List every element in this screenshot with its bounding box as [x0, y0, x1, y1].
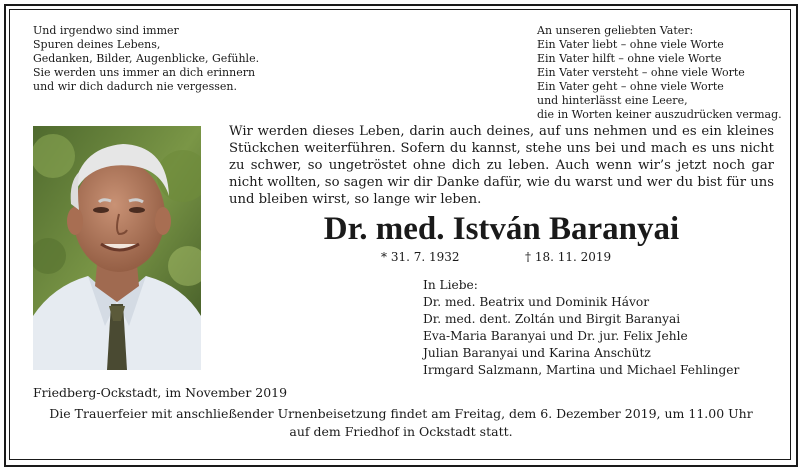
poem-line: Und irgendwo sind immer [33, 24, 179, 37]
mourner-entry: Dr. med. dent. Zoltán und Birgit Baranyai [423, 312, 681, 326]
poem-line: Spuren deines Lebens, [33, 38, 161, 51]
passage-line: Stückchen weiterführen. Sofern du kannst, stehe uns bei und mach es uns nicht [229, 141, 774, 156]
deceased-name: Dr. med. István Baranyai [323, 211, 680, 247]
death-date: † 18. 11. 2019 [525, 250, 612, 264]
poem-line: Ein Vater versteht – ohne viele Worte [537, 66, 745, 79]
poem-line: Ein Vater geht – ohne viele Worte [537, 80, 724, 93]
poem-line: Gedanken, Bilder, Augenblicke, Gefühle. [33, 52, 260, 65]
poem-line: Ein Vater liebt – ohne viele Worte [537, 38, 724, 51]
poem-line: Sie werden uns immer an dich erinnern [33, 66, 256, 79]
portrait-photo [33, 126, 201, 370]
poem-line: die in Worten keiner auszudrücken vermag. [537, 108, 782, 121]
memorial-passage [229, 123, 774, 208]
mourner-entry: Julian Baranyai und Karina Anschütz [423, 346, 651, 360]
place-and-date: Friedberg-Ockstadt, im November 2019 [33, 385, 288, 400]
poem-line: und hinterlässt eine Leere, [537, 94, 688, 107]
passage-line: nicht wollten, so sagen wir dir Danke dafür, wie du warst und wer du bist für uns [229, 175, 774, 190]
mourners-list [423, 277, 739, 379]
mourner-entry: Irmgard Salzmann, Martina und Michael Fehlinger [423, 363, 740, 377]
poem-line: Ein Vater hilft – ohne viele Worte [537, 52, 722, 65]
poem-line: An unseren geliebten Vater: [537, 24, 694, 37]
mourners-intro: In Liebe: [423, 278, 478, 292]
mourner-entry: Dr. med. Beatrix und Dominik Hávor [423, 295, 650, 309]
poem-left [33, 24, 259, 94]
poem-line: und wir dich dadurch nie vergessen. [33, 80, 237, 93]
passage-line-last: und bleiben wirst, so lange wir leben. [229, 192, 482, 207]
passage-line: zu schwer, so ungetröstet ohne dich zu leben. Auch wenn wir’s jetzt noch gar [229, 158, 774, 173]
birth-date: * 31. 7. 1932 [381, 250, 460, 264]
poem-right [537, 24, 782, 122]
funeral-notice [33, 405, 769, 441]
passage-line: Wir werden dieses Leben, darin auch deines, auf uns nehmen und es ein kleines [229, 124, 774, 139]
funeral-line: Die Trauerfeier mit anschließender Urnenbeisetzung findet am Freitag, dem 6. Dezember 2019, um 11.00 Uhr [49, 406, 753, 421]
portrait-photo-icon [33, 126, 201, 370]
funeral-line: auf dem Friedhof in Ockstadt statt. [289, 424, 513, 439]
mourner-entry: Eva-Maria Baranyai und Dr. jur. Felix Jehle [423, 329, 688, 343]
